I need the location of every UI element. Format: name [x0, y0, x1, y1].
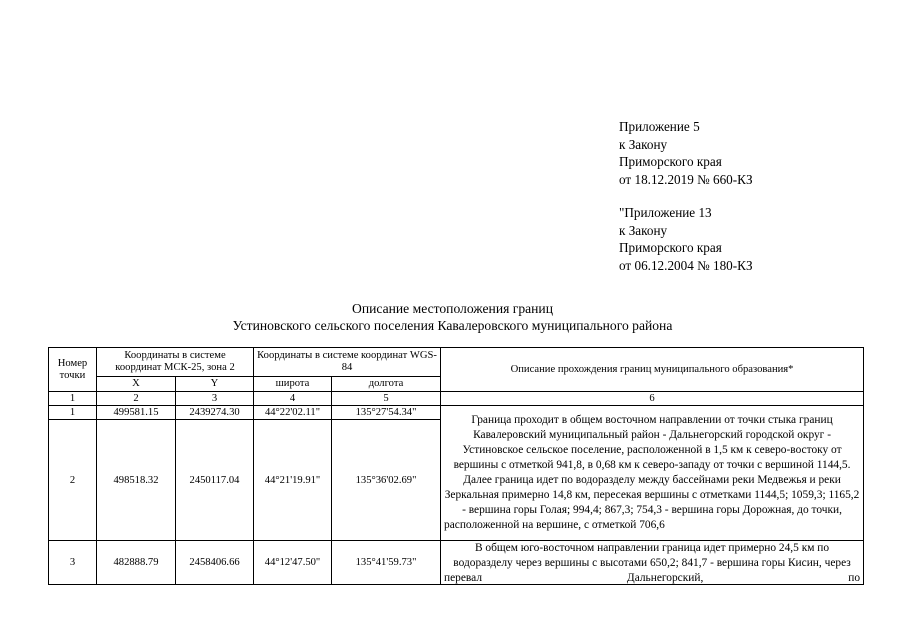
column-index-row: [49, 392, 864, 406]
coord-latitude: 44°22'02.11": [254, 406, 332, 420]
coord-longitude: 135°27'54.34": [332, 406, 441, 420]
column-index: 6: [441, 392, 864, 406]
coord-longitude: 135°41'59.73": [332, 541, 441, 585]
header-y: Y: [176, 377, 254, 392]
header-point-number: Номер точки: [49, 348, 97, 392]
boundary-description: В общем юго-восточном направлении граница идет примерно 24,5 км по водоразделу через вершины с высотами 650,2; 841,7 - вершина горы Кисин, через перевал Дальнегорский, по: [444, 542, 861, 584]
header-latitude: широта: [254, 377, 332, 392]
coord-x: 498518.32: [97, 420, 176, 541]
header-longitude: долгота: [332, 377, 441, 392]
header-description: Описание прохождения границ муниципального образования*: [441, 348, 864, 392]
annex-reference-original: [619, 204, 753, 274]
document-title: [0, 300, 905, 334]
header-wgs-coordinates: Координаты в системе координат WGS-84: [254, 348, 441, 377]
coord-longitude: 135°36'02.69": [332, 420, 441, 541]
point-number: 1: [49, 406, 97, 420]
annex-line: к Закону: [619, 136, 668, 152]
header-x: X: [97, 377, 176, 392]
column-index: 3: [176, 392, 254, 406]
table-row: [49, 406, 864, 420]
annex-line: "Приложение 13: [619, 205, 712, 220]
boundary-coordinates-table: [48, 347, 864, 585]
coord-y: 2450117.04: [176, 420, 254, 541]
point-number: 3: [49, 541, 97, 585]
annex-line: Приморского края: [619, 154, 722, 170]
table-row: [49, 541, 864, 585]
annex-line: Приложение 5: [619, 119, 700, 134]
coord-x: 482888.79: [97, 541, 176, 585]
coord-latitude: 44°21'19.91": [254, 420, 332, 541]
header-msk-coordinates: Координаты в системе координат МСК-25, зона 2: [97, 348, 254, 377]
title-line: Устиновского сельского поселения Кавалеровского муниципального района: [232, 318, 673, 333]
coord-y: 2439274.30: [176, 406, 254, 420]
annex-line: к Закону: [619, 222, 668, 238]
title-line: Описание местоположения границ: [352, 301, 553, 316]
annex-line: Приморского края: [619, 240, 722, 256]
annex-line: от 06.12.2004 № 180-КЗ: [619, 257, 753, 273]
coord-x: 499581.15: [97, 406, 176, 420]
boundary-description-cell: [441, 541, 864, 585]
column-index: 4: [254, 392, 332, 406]
column-index: 2: [97, 392, 176, 406]
coord-latitude: 44°12'47.50": [254, 541, 332, 585]
column-index: 1: [49, 392, 97, 406]
boundary-description: Граница проходит в общем восточном направлении от точки стыка границ Кавалеровский муниципальный район - Дальнегорский городской округ - Устиновское сельское поселение, расположенной в 1,5 км к северо-востоку от вершины с отметкой 941,8, в 0,68 км к северо-западу от точки с вершиной 1144,5. Далее граница идет по водоразделу между бассейнами реки Медвежья и реки Зеркальная примерно 14,8 км, пересекая вершины с отметками 1144,5; 1059,3; 1165,2 - вершина горы Голая; 994,4; 867,3; 754,3 - вершина горы Дорожная, до точки, расположенной на вершине, с отметкой 706,6: [441, 406, 864, 541]
annex-line: от 18.12.2019 № 660-КЗ: [619, 171, 753, 187]
point-number: 2: [49, 420, 97, 541]
coord-y: 2458406.66: [176, 541, 254, 585]
annex-reference-current: [619, 118, 753, 188]
column-index: 5: [332, 392, 441, 406]
